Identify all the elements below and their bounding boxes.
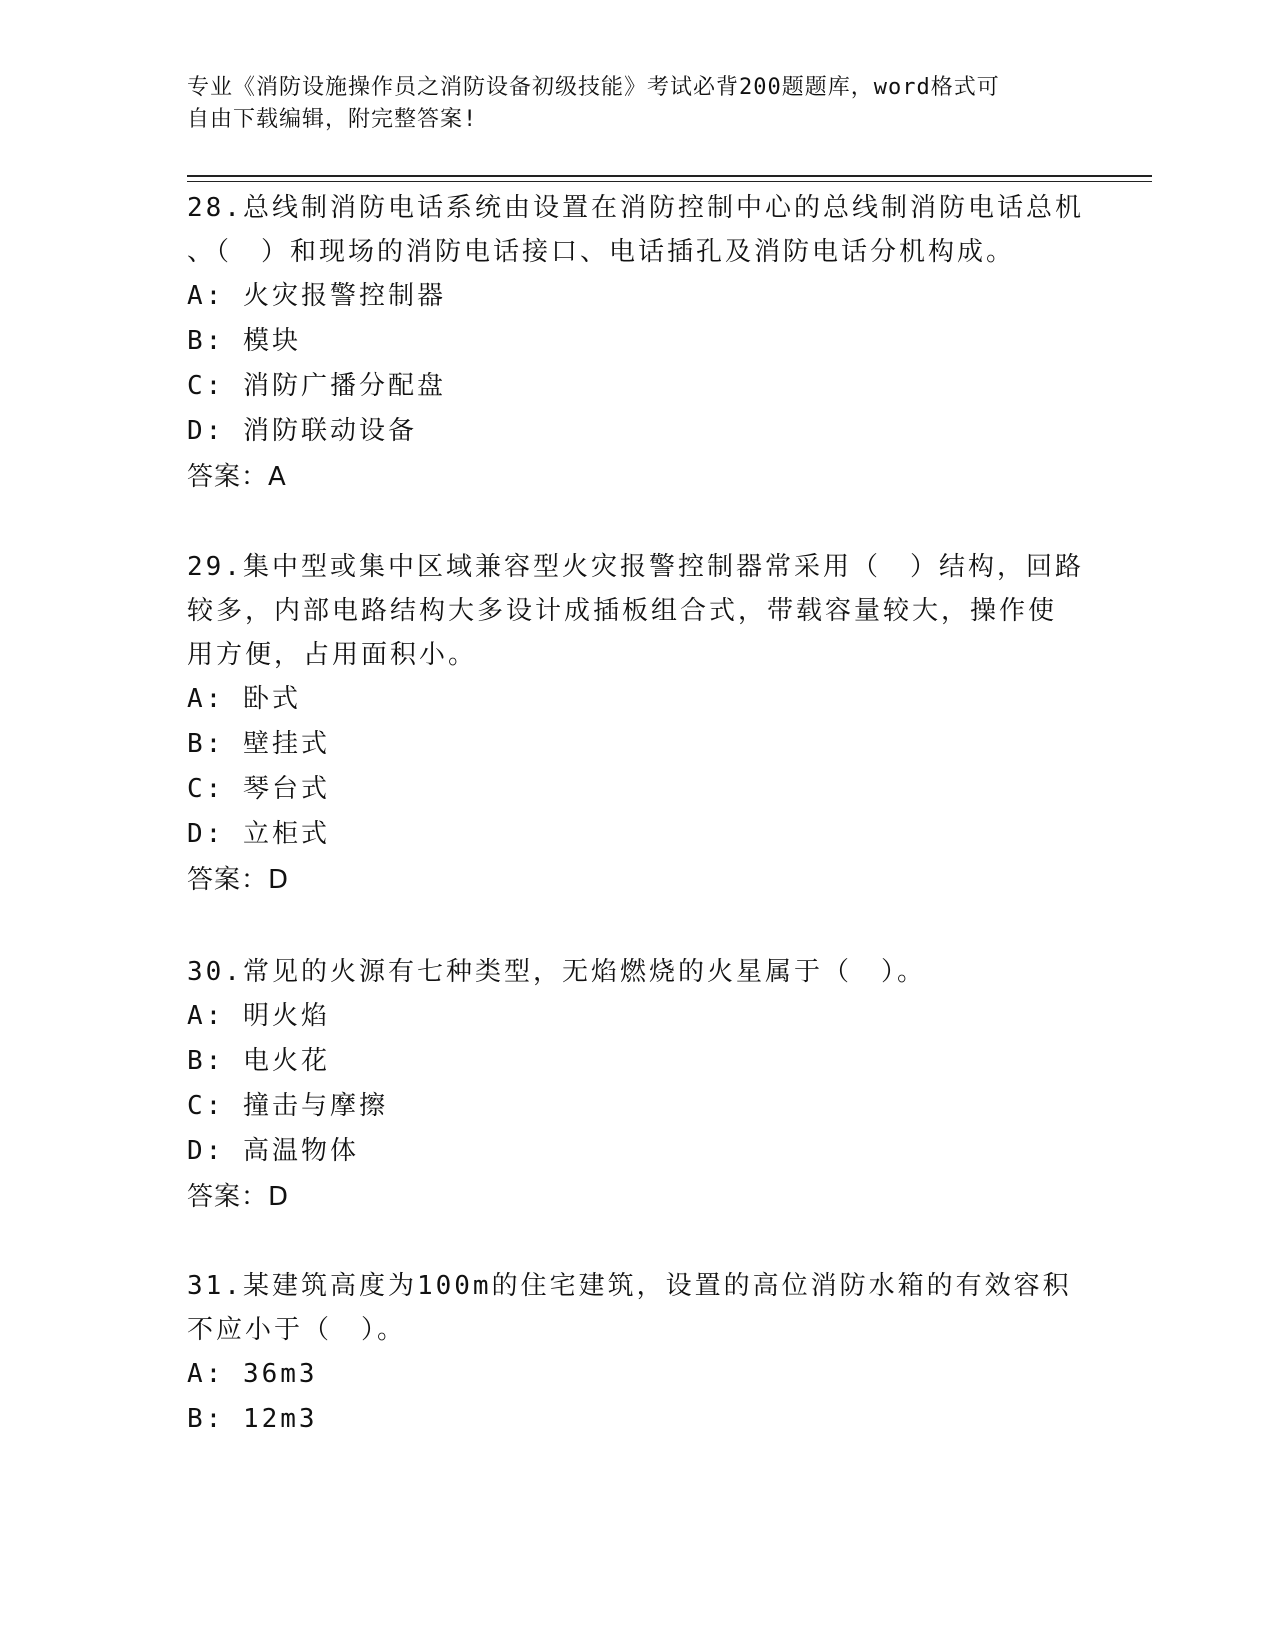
- header-line: 自由下载编辑，附完整答案!: [187, 107, 478, 132]
- question-stem-line: 用方便，占用面积小。: [187, 640, 478, 670]
- option-b: B: 电火花: [187, 1046, 330, 1076]
- question-stem-line: 30.常见的火源有七种类型，无焰燃烧的火星属于（ ）。: [187, 957, 926, 987]
- question-stem-line: 较多，内部电路结构大多设计成插板组合式，带载容量较大，操作使: [187, 596, 1058, 626]
- document-header: [187, 72, 1067, 136]
- question-29: [187, 545, 1087, 903]
- option-d: D: 立柜式: [187, 819, 330, 849]
- question-stem-line: 、（ ）和现场的消防电话接口、电话插孔及消防电话分机构成。: [187, 237, 1016, 267]
- option-b: B: 12m3: [187, 1404, 318, 1434]
- option-c: C: 撞击与摩擦: [187, 1091, 388, 1121]
- question-28: [187, 186, 1087, 500]
- option-a: A: 36m3: [187, 1359, 318, 1389]
- question-stem-line: 31.某建筑高度为100m的住宅建筑，设置的高位消防水箱的有效容积: [187, 1271, 1072, 1301]
- option-c: C: 消防广播分配盘: [187, 371, 446, 401]
- option-d: D: 高温物体: [187, 1136, 359, 1166]
- question-stem-line: 不应小于（ ）。: [187, 1315, 407, 1345]
- option-b: B: 模块: [187, 326, 301, 356]
- option-a: A: 明火焰: [187, 1001, 330, 1031]
- option-a: A: 火灾报警控制器: [187, 281, 446, 311]
- option-c: C: 琴台式: [187, 774, 330, 804]
- question-stem-line: 29.集中型或集中区域兼容型火灾报警控制器常采用（ ）结构，回路: [187, 552, 1084, 582]
- answer-line: 答案：D: [187, 865, 290, 895]
- header-rule: [187, 181, 1152, 182]
- answer-line: 答案：A: [187, 462, 287, 492]
- question-stem-line: 28.总线制消防电话系统由设置在消防控制中心的总线制消防电话总机: [187, 193, 1084, 223]
- option-a: A: 卧式: [187, 684, 301, 714]
- question-30: [187, 950, 1087, 1220]
- header-rule: [187, 175, 1152, 177]
- option-d: D: 消防联动设备: [187, 416, 417, 446]
- header-line: 专业《消防设施操作员之消防设备初级技能》考试必背200题题库，word格式可: [187, 75, 1000, 100]
- answer-line: 答案：D: [187, 1182, 290, 1212]
- option-b: B: 壁挂式: [187, 729, 330, 759]
- question-31: [187, 1264, 1087, 1442]
